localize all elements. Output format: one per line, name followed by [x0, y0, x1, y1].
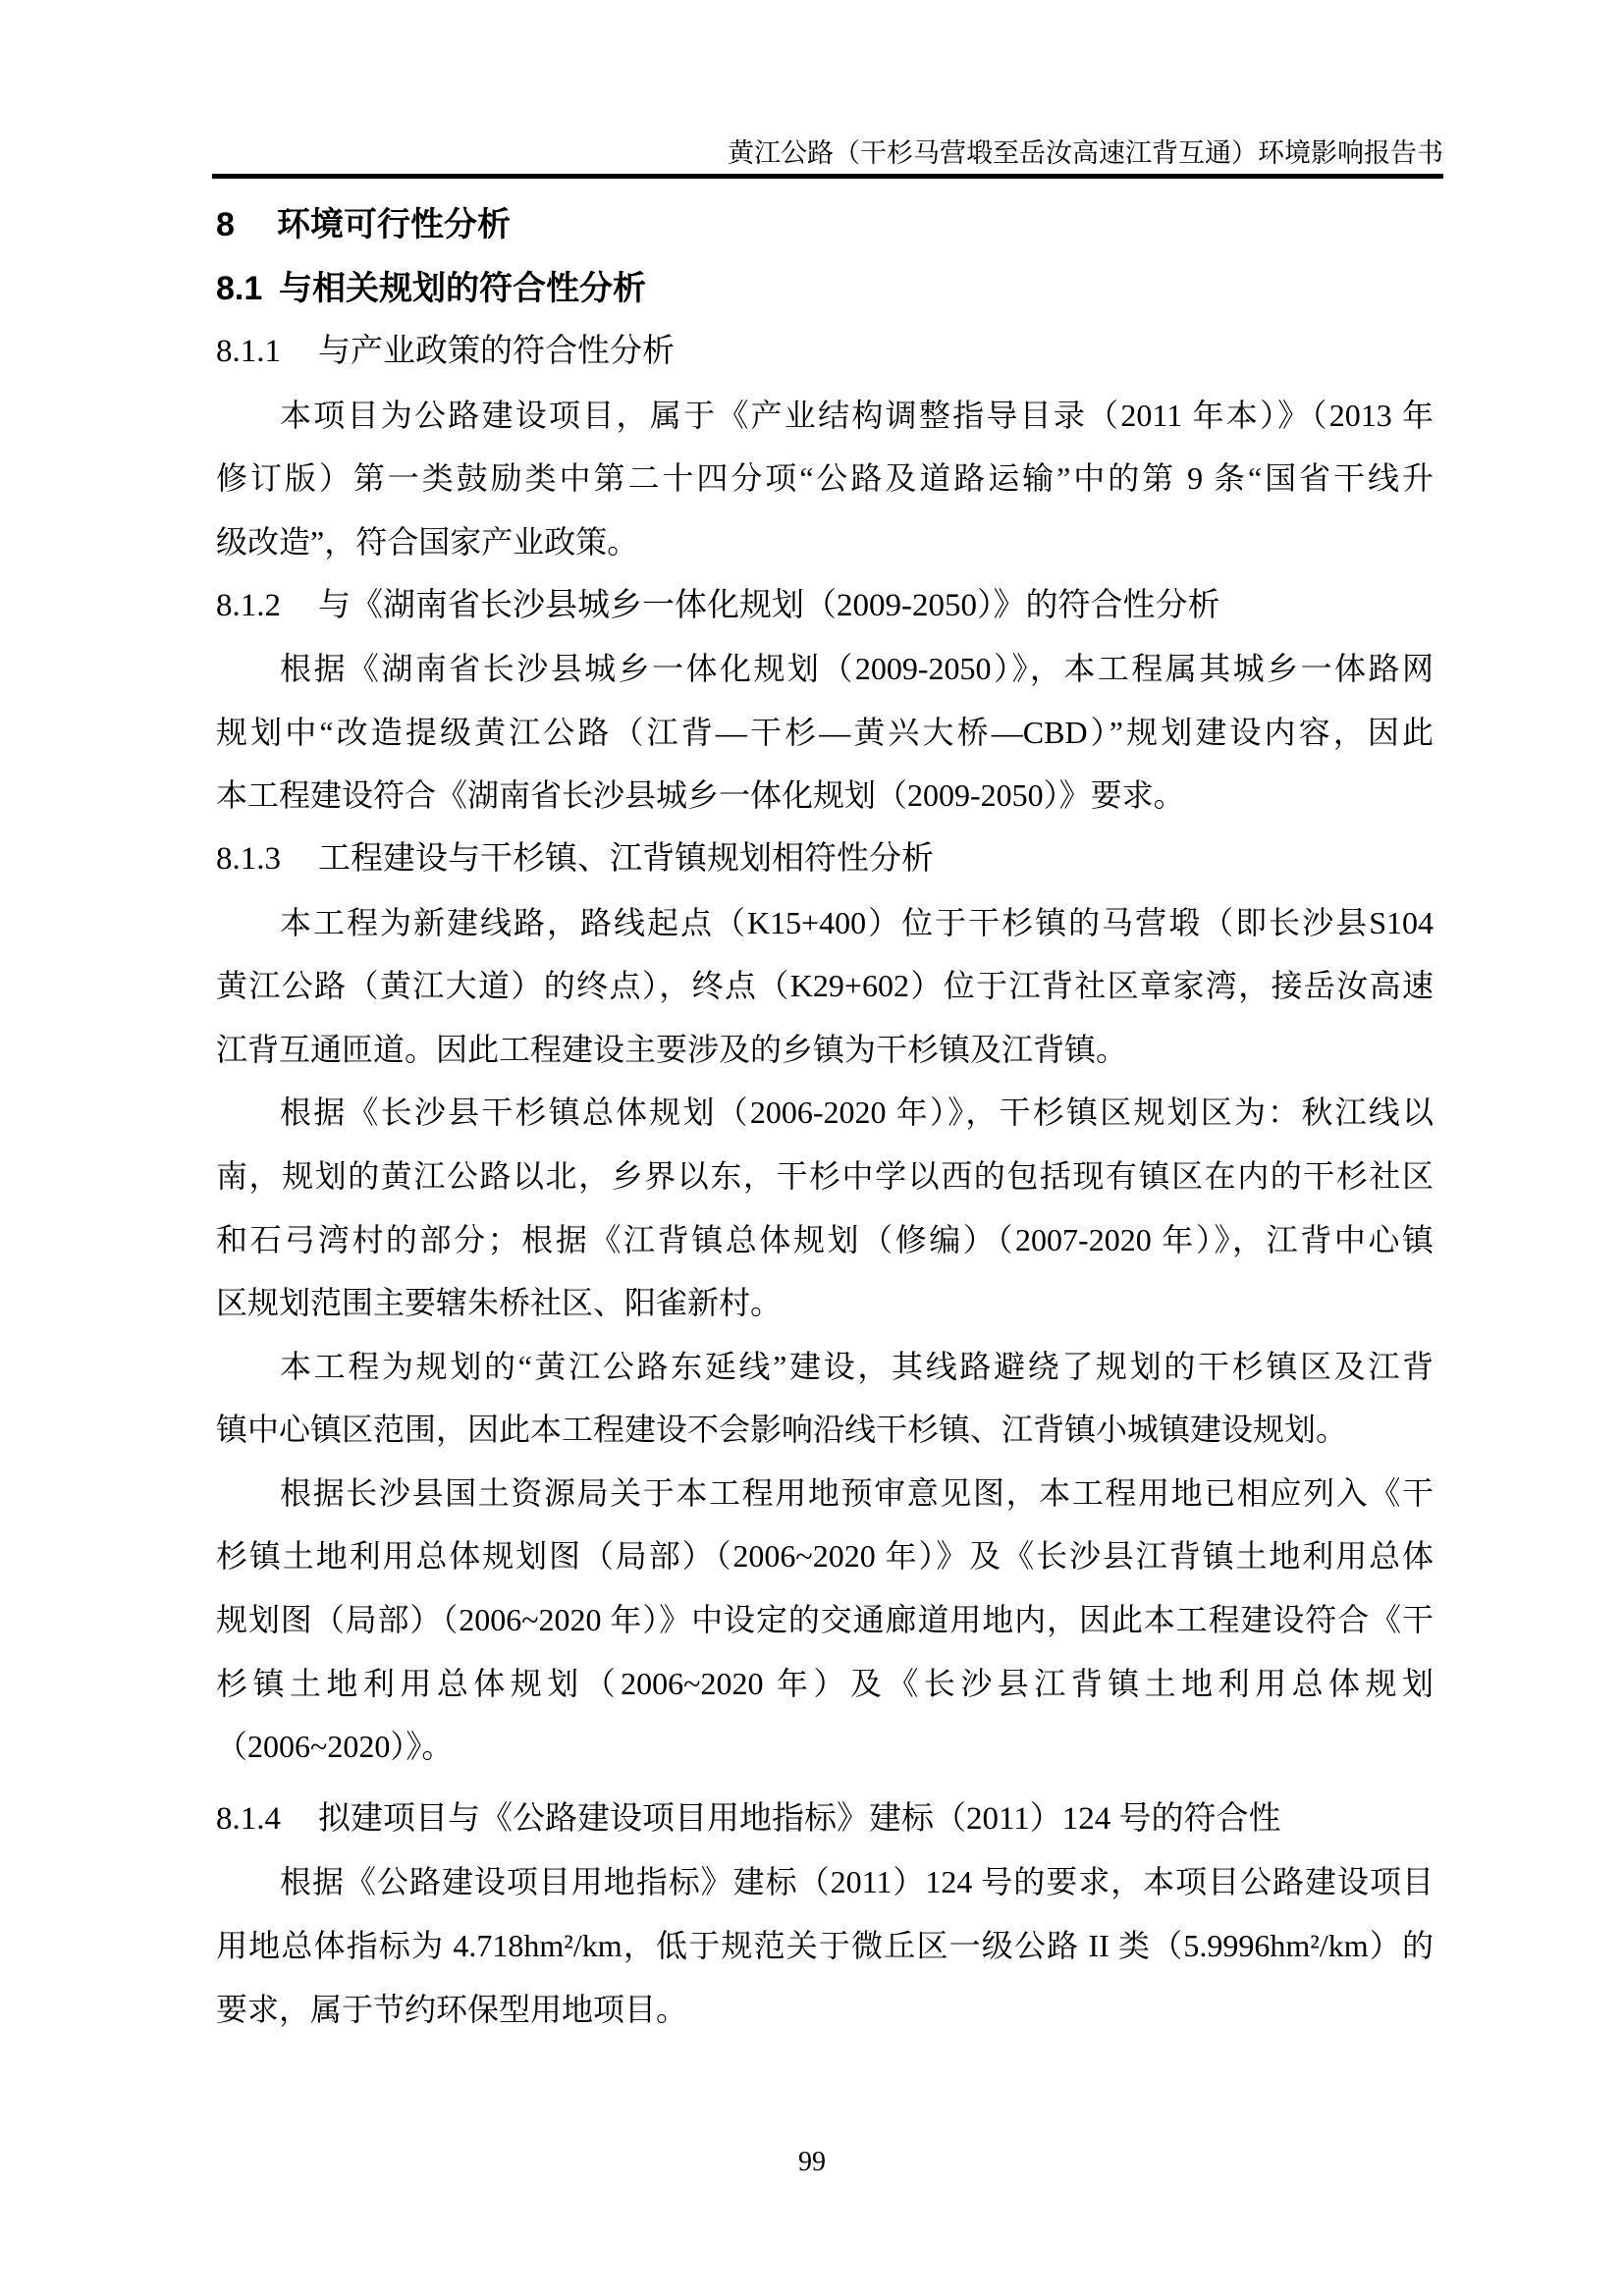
heading-number: 8.1.2 — [216, 587, 281, 623]
header-title: 黄江公路（干杉马营塅至岳汝高速江背互通）环境影响报告书 — [728, 138, 1443, 168]
heading-text: 拟建项目与《公路建设项目用地指标》建标（2011）124 号的符合性 — [318, 1800, 1281, 1837]
heading-number: 8.1.1 — [216, 334, 281, 370]
paragraph-line: 本工程为新建线路，路线起点（K15+400）位于干杉镇的马营塅（即长沙县S104 — [280, 904, 1434, 940]
paragraph-line: 修订版）第一类鼓励类中第二十四分项“公路及道路运输”中的第 9 条“国省干线升 — [216, 460, 1434, 497]
paragraph-line: 镇中心镇区范围，因此本工程建设不会影响沿线干杉镇、江背镇小城镇建设规划。 — [216, 1412, 1348, 1448]
paragraph-line: 用地总体指标为 4.718hm²/km，低于规范关于微丘区一级公路 II 类（5.9996hm²/km）的 — [216, 1928, 1434, 1964]
paragraph-line: 和石弓湾村的部分；根据《江背镇总体规划（修编）（2007-2020 年）》，江背中心镇 — [216, 1221, 1434, 1257]
paragraph-line: 杉镇土地利用总体规划图（局部）（2006~2020 年）》及《长沙县江背镇土地利用总体 — [216, 1538, 1434, 1575]
heading-number: 8.1.4 — [216, 1800, 281, 1837]
page-header — [212, 137, 1443, 169]
heading-8-1-3 — [216, 828, 1434, 891]
paragraph-line: （2006~2020）》。 — [216, 1729, 454, 1765]
content-area — [216, 193, 1434, 2041]
paragraph-line: 本工程建设符合《湖南省长沙县城乡一体化规划（2009-2050）》要求。 — [216, 777, 1185, 814]
paragraph-line: 杉镇土地利用总体规划（2006~2020 年）及《长沙县江背镇土地利用总体规划 — [216, 1665, 1434, 1701]
paragraph-line: 规划图（局部）（2006~2020 年）》中设定的交通廊道用地内，因此本工程建设符合《干 — [216, 1602, 1434, 1638]
heading-8-1-4 — [216, 1788, 1434, 1851]
heading-text: 环境可行性分析 — [277, 206, 511, 243]
heading-text: 与相关规划的符合性分析 — [279, 269, 646, 307]
heading-text: 与《湖南省长沙县城乡一体化规划（2009-2050）》的符合性分析 — [318, 587, 1220, 623]
heading-text: 与产业政策的符合性分析 — [318, 334, 675, 370]
page-number: 99 — [798, 2147, 826, 2177]
paragraph-line: 根据《长沙县干杉镇总体规划（2006-2020 年）》，干杉镇区规划区为：秋江线以 — [280, 1095, 1434, 1131]
heading-8 — [216, 193, 1434, 257]
heading-number: 8.1.3 — [216, 840, 281, 877]
heading-text: 工程建设与干杉镇、江背镇规划相符性分析 — [318, 840, 934, 877]
paragraph-line: 江背互通匝道。因此工程建设主要涉及的乡镇为干杉镇及江背镇。 — [216, 1031, 1128, 1067]
paragraph-line: 根据《湖南省长沙县城乡一体化规划（2009-2050）》，本工程属其城乡一体路网 — [280, 651, 1434, 687]
paragraph-line: 区规划范围主要辖朱桥社区、阳雀新村。 — [216, 1285, 783, 1321]
heading-number: 8 — [216, 206, 235, 243]
paragraph-line: 本工程为规划的“黄江公路东延线”建设，其线路避绕了规划的干杉镇区及江背 — [280, 1348, 1434, 1384]
paragraph-line: 根据长沙县国土资源局关于本工程用地预审意见图，本工程用地已相应列入《干 — [280, 1474, 1434, 1511]
paragraph-line: 级改造”，符合国家产业政策。 — [216, 523, 639, 560]
paragraph-line: 本项目为公路建设项目，属于《产业结构调整指导目录（2011 年本）》（2013 年 — [280, 397, 1434, 433]
page-footer — [0, 2146, 1624, 2179]
paragraph-line: 南，规划的黄江公路以北，乡界以东，干杉中学以西的包括现有镇区在内的干杉社区 — [216, 1157, 1434, 1194]
paragraph-line: 黄江公路（黄江大道）的终点），终点（K29+602）位于江背社区章家湾，接岳汝高速 — [216, 968, 1434, 1004]
heading-8-1-1 — [216, 320, 1434, 384]
paragraph-line: 要求，属于节约环保型用地项目。 — [216, 1991, 688, 2027]
heading-8-1 — [216, 257, 1434, 321]
paragraph-line: 规划中“改造提级黄江公路（江背—干杉—黄兴大桥—CBD）”规划建设内容，因此 — [216, 714, 1434, 750]
heading-number: 8.1 — [216, 269, 263, 307]
header-rule — [212, 174, 1443, 179]
paragraph-line: 根据《公路建设项目用地指标》建标（2011）124 号的要求，本项目公路建设项目 — [280, 1864, 1434, 1900]
heading-8-1-2 — [216, 574, 1434, 638]
